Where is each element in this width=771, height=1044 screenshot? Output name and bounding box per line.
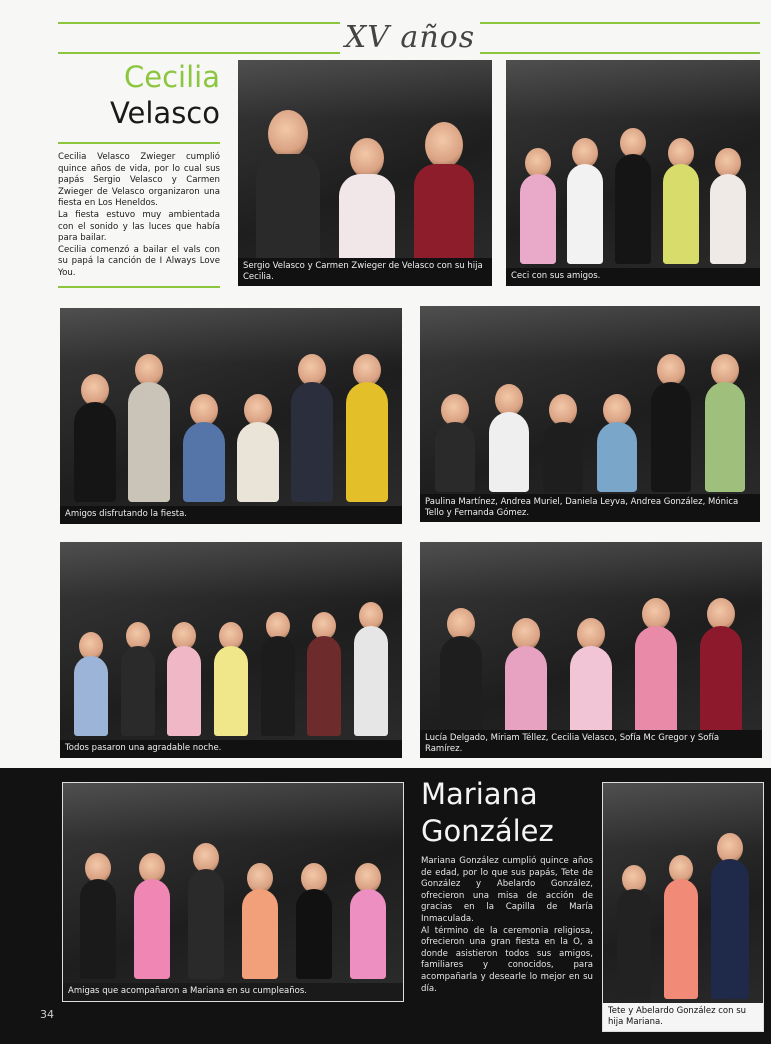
person-figure	[339, 138, 395, 264]
person-figure	[520, 148, 556, 264]
person-figure	[710, 148, 746, 264]
person-figure	[440, 608, 482, 736]
person-figure	[256, 110, 320, 264]
mariana-paragraph: Mariana González cumplió quince años de edad, por lo que sus papás, Tete de González y Abelardo González, ofrecieron una misa de acción de gracias en la Capilla de María Inmaculada.	[421, 856, 593, 924]
photo-people	[420, 581, 762, 736]
mariana-article-text	[421, 856, 593, 995]
cecilia-paragraph: Cecilia Velasco Zwieger cumplió quince años de vida, por lo cual sus papás Sergio Velasco y Carmen Zwieger de Velasco organizaron una fiesta en Los Heneldos.	[58, 152, 220, 209]
photo-everyone-night	[60, 542, 402, 758]
photo-people	[238, 101, 492, 264]
person-figure	[489, 384, 529, 492]
person-figure	[635, 598, 677, 736]
photo-caption: Amigos disfrutando la fiesta.	[60, 506, 402, 524]
photo-mariana-friends	[62, 782, 404, 1002]
photo-people	[63, 822, 403, 979]
person-figure	[700, 598, 742, 736]
person-figure	[188, 843, 224, 979]
photo-ceci-friends	[506, 60, 760, 286]
person-figure	[237, 394, 279, 502]
person-figure	[664, 855, 698, 999]
photo-friends-enjoying	[60, 308, 402, 524]
page-number: 34	[40, 1008, 54, 1021]
person-figure	[242, 863, 278, 979]
cecilia-article-text	[58, 152, 220, 280]
person-figure	[346, 354, 388, 502]
person-figure	[74, 374, 116, 502]
person-figure	[214, 622, 248, 736]
person-figure	[570, 618, 612, 736]
person-figure	[705, 354, 745, 492]
photo-people	[420, 345, 760, 492]
cecilia-paragraph: La fiesta estuvo muy ambientada con el sonido y las luces que había para bailar.	[58, 209, 220, 244]
mariana-paragraph: Al término de la ceremonia religiosa, ofrecieron una gran fiesta en la O, a donde asistieron todos sus amigos, familiares y conocidos, para acompañarla y desearle lo mejor en su día.	[421, 925, 593, 994]
photo-cecilia-friends-named	[420, 542, 762, 758]
person-figure	[617, 865, 651, 999]
cecilia-text-rule-top	[58, 142, 220, 144]
person-figure	[711, 833, 749, 999]
cecilia-paragraph: Cecilia comenzó a bailar el vals con su papá la canción de I Always Love You.	[58, 244, 220, 278]
photo-parents-cecilia	[238, 60, 492, 286]
person-figure	[134, 853, 170, 979]
cecilia-first-name: Cecilia	[124, 60, 220, 94]
person-figure	[354, 602, 388, 736]
person-figure	[651, 354, 691, 492]
mariana-last-name: González	[421, 814, 554, 848]
person-figure	[121, 622, 155, 736]
photo-people	[603, 828, 763, 999]
mariana-first-name: Mariana	[421, 777, 538, 811]
photo-caption: Amigas que acompañaron a Mariana en su cumpleaños.	[63, 983, 403, 1001]
person-figure	[307, 612, 341, 736]
section-title: XV años	[340, 18, 480, 58]
person-figure	[615, 128, 651, 264]
photo-caption: Ceci con sus amigos.	[506, 268, 760, 286]
photo-caption: Paulina Martínez, Andrea Muriel, Daniela Leyva, Andrea González, Mónica Tello y Fernanda Gómez.	[420, 494, 760, 522]
photo-people	[60, 581, 402, 736]
person-figure	[80, 853, 116, 979]
person-figure	[291, 354, 333, 502]
person-figure	[350, 863, 386, 979]
cecilia-text-rule-bottom	[58, 286, 220, 288]
photo-people	[60, 347, 402, 502]
photo-caption: Sergio Velasco y Carmen Zwieger de Velasco con su hija Cecilia.	[238, 258, 492, 286]
person-figure	[74, 632, 108, 736]
person-figure	[435, 394, 475, 492]
person-figure	[414, 122, 474, 264]
person-figure	[183, 394, 225, 502]
photo-caption: Todos pasaron una agradable noche.	[60, 740, 402, 758]
person-figure	[167, 622, 201, 736]
person-figure	[128, 354, 170, 502]
photo-girls-group	[420, 306, 760, 522]
person-figure	[567, 138, 603, 264]
photo-mariana-parents	[602, 782, 764, 1032]
person-figure	[296, 863, 332, 979]
photo-caption: Tete y Abelardo González con su hija Mariana.	[603, 1003, 763, 1031]
photo-people	[506, 101, 760, 264]
person-figure	[505, 618, 547, 736]
photo-caption: Lucía Delgado, Miriam Téllez, Cecilia Velasco, Sofía Mc Gregor y Sofía Ramírez.	[420, 730, 762, 758]
cecilia-last-name: Velasco	[109, 96, 220, 130]
person-figure	[261, 612, 295, 736]
person-figure	[597, 394, 637, 492]
person-figure	[543, 394, 583, 492]
person-figure	[663, 138, 699, 264]
